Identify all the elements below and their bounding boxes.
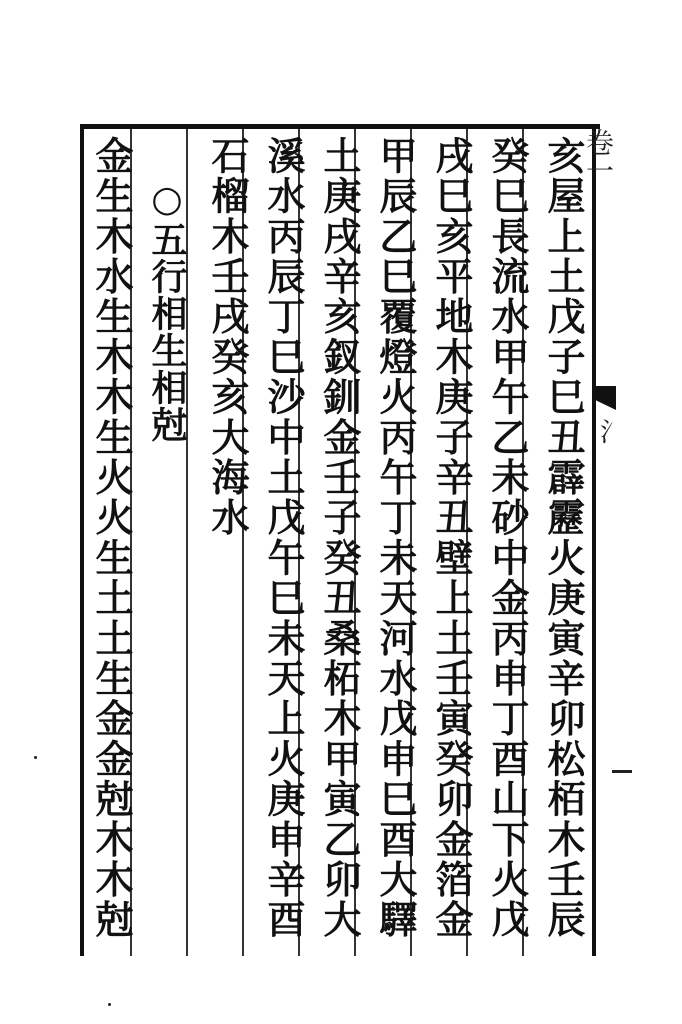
right-border (592, 124, 596, 956)
edge-tick (612, 770, 632, 773)
text-column-4: 甲辰乙巳覆燈火丙午丁未天河水戊申巳酉大驛 (373, 136, 418, 940)
fold-mark-fragment: 氵 (600, 418, 627, 448)
text-column-8: 金生木水生木木生火火生土土生金金尅木木尅 (89, 136, 134, 940)
text-column-3: 戌巳亥平地木庚子辛丑壁上土壬寅癸卯金箔金 (429, 136, 474, 940)
text-column-6: 溪水丙辰丁巳沙中土戊午巳未天上火庚申辛酉 (261, 136, 306, 940)
text-column-1: 亥屋上土戊子巳丑霹靂火庚寅辛卯松栢木壬辰 (541, 136, 586, 940)
ink-speck (34, 756, 37, 759)
ink-speck (108, 1003, 111, 1006)
left-border (80, 124, 84, 956)
text-column-2: 癸巳長流水甲午乙未砂中金丙申丁酉山下火戊 (485, 136, 530, 940)
fish-tail-mark (596, 386, 616, 410)
text-column-5: 土庚戌辛亥釵釧金壬子癸丑桑柘木甲寅乙卯大 (317, 136, 362, 940)
fold-title-fragment: 卷一 (582, 128, 615, 184)
text-column-7: 石榴木壬戌癸亥大海水 (205, 136, 250, 538)
section-heading: ○五行相生相尅 (146, 178, 188, 443)
